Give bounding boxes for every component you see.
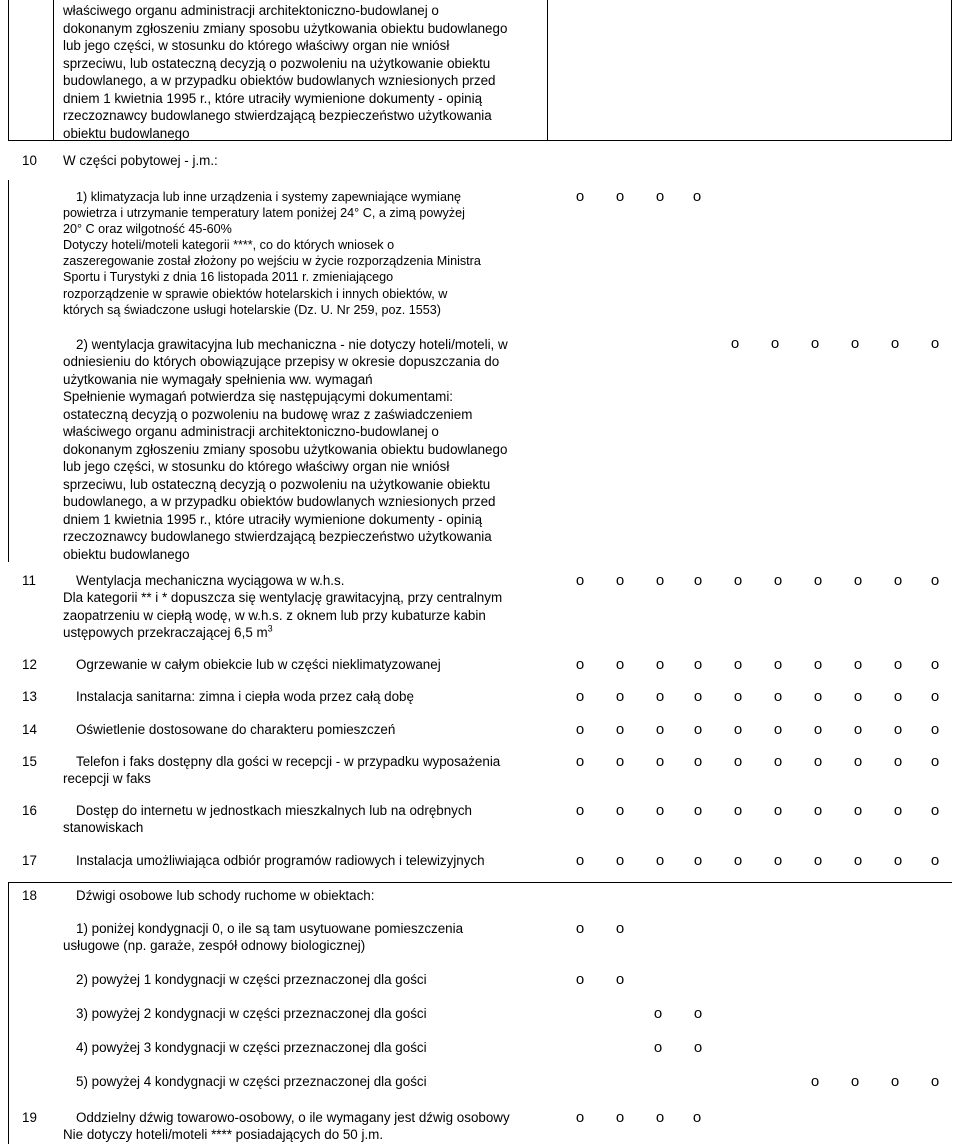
mark: o [575, 656, 585, 673]
mark: o [930, 852, 940, 869]
mark: o [655, 188, 665, 205]
mark: o [655, 688, 665, 705]
mark: o [615, 802, 625, 819]
mark: o [655, 656, 665, 673]
mark: o [615, 971, 625, 988]
sub1-line: rozporządzenie w sprawie obiektów hotelarskich i innych obiektów, w [63, 287, 448, 301]
mark: o [773, 572, 783, 589]
mark: o [575, 721, 585, 738]
row11-line-last [63, 624, 273, 641]
mark: o [655, 1109, 665, 1126]
mark: o [810, 335, 820, 352]
mark: o [655, 753, 665, 770]
sub1-line: Sportu i Turystyki z dnia 16 listopada 2011 r. zmieniającego [63, 270, 394, 284]
row-text: Oświetlenie dostosowane do charakteru pomieszczeń [76, 722, 396, 737]
row-number: 13 [22, 689, 37, 704]
mark: o [850, 1073, 860, 1090]
mark: o [773, 688, 783, 705]
row18-sub5: 5) powyżej 4 kondygnacji w części przeznaczonej dla gości [76, 1074, 427, 1089]
mark: o [930, 802, 940, 819]
mark: o [733, 721, 743, 738]
mark: o [575, 920, 585, 937]
mark: o [655, 852, 665, 869]
row11-line: Wentylacja mechaniczna wyciągowa w w.h.s. [76, 573, 345, 588]
left-border-mid [8, 180, 9, 562]
top-block-line: właściwego organu administracji architektoniczno-budowlanej o [63, 3, 439, 18]
mark: o [575, 971, 585, 988]
mark: o [853, 656, 863, 673]
mark: o [653, 1039, 663, 1056]
row16-line: Dostęp do internetu w jednostkach mieszkalnych lub na odrębnych [76, 803, 472, 818]
mark: o [773, 753, 783, 770]
mark: o [930, 572, 940, 589]
top-block-line: obiektu budowlanego [63, 126, 190, 141]
mark: o [692, 1109, 702, 1126]
row11-line: Dla kategorii ** i * dopuszcza się wentylację grawitacyjną, przy centralnym [63, 590, 503, 605]
mark: o [575, 572, 585, 589]
right-border-top [951, 0, 952, 140]
mark: o [575, 852, 585, 869]
sub2-line: Spełnienie wymagań potwierdza się następującymi dokumentami: [63, 389, 454, 404]
mark: o [893, 721, 903, 738]
mark: o [893, 802, 903, 819]
left-border-bottom [8, 882, 9, 1144]
mark: o [890, 335, 900, 352]
mark: o [733, 656, 743, 673]
sub2-line: odniesieniu do których obowiązujące przepisy w okresie dopuszczania do [63, 354, 500, 369]
mark: o [813, 688, 823, 705]
mark: o [853, 802, 863, 819]
row-number: 17 [22, 853, 37, 868]
top-block-line: sprzeciwu, lub ostateczną decyzją o pozwoleniu na użytkowanie obiektu [63, 56, 491, 71]
top-block-line: dniem 1 kwietnia 1995 r., które utraciły wymienione dokumenty - opinią [63, 91, 483, 106]
mark: o [693, 656, 703, 673]
mark: o [693, 852, 703, 869]
mark: o [890, 1073, 900, 1090]
row19-line: Oddzielny dźwig towarowo-osobowy, o ile wymagany jest dźwig osobowy [76, 1110, 510, 1125]
mark: o [930, 656, 940, 673]
mark: o [893, 656, 903, 673]
row18-sub1-line: 1) poniżej kondygnacji 0, o ile są tam usytuowane pomieszczenia [76, 921, 464, 936]
mark: o [773, 656, 783, 673]
mark: o [893, 852, 903, 869]
top-block-line: budowlanego, a w przypadku obiektów budowlanych wzniesionych przed [63, 73, 496, 88]
mark: o [733, 688, 743, 705]
row-number: 18 [22, 888, 37, 903]
mark: o [655, 721, 665, 738]
mark: o [615, 753, 625, 770]
mark: o [615, 688, 625, 705]
row-text: Instalacja umożliwiająca odbiór programów radiowych i telewizyjnych [76, 853, 485, 868]
sub2-line: rzeczoznawcy budowlanego stwierdzającą bezpieczeństwo użytkowania [63, 529, 492, 544]
mark: o [930, 721, 940, 738]
mark: o [930, 688, 940, 705]
mark: o [615, 1109, 625, 1126]
mark: o [693, 1005, 703, 1022]
mark: o [692, 188, 702, 205]
mark: o [853, 721, 863, 738]
mark: o [773, 852, 783, 869]
row-number: 14 [22, 722, 37, 737]
mark: o [733, 802, 743, 819]
sub2-line: dniem 1 kwietnia 1995 r., które utraciły wymienione dokumenty - opinią [63, 512, 483, 527]
row11-line: ustępowych przekraczającej 6,5 m [63, 625, 268, 640]
mark: o [733, 572, 743, 589]
row-title: W części pobytowej - j.m.: [63, 153, 218, 168]
mark: o [693, 1039, 703, 1056]
row-number: 16 [22, 803, 37, 818]
mark: o [930, 1073, 940, 1090]
mark: o [615, 852, 625, 869]
mark: o [653, 1005, 663, 1022]
mark: o [893, 753, 903, 770]
top-block-line: dokonanym zgłoszeniu zmiany sposobu użytkowania obiektu budowlanego [63, 21, 508, 36]
mark: o [853, 572, 863, 589]
mark: o [693, 753, 703, 770]
row18-sub3: 3) powyżej 2 kondygnacji w części przeznaczonej dla gości [76, 1006, 427, 1021]
superscript: 3 [267, 623, 273, 634]
mark: o [813, 852, 823, 869]
mark: o [575, 188, 585, 205]
mark: o [853, 852, 863, 869]
sub2-line: budowlanego, a w przypadku obiektów budowlanych wzniesionych przed [63, 494, 496, 509]
mark: o [615, 188, 625, 205]
mark: o [615, 656, 625, 673]
mark: o [730, 335, 740, 352]
mark: o [773, 721, 783, 738]
row-title: Dźwigi osobowe lub schody ruchome w obiektach: [76, 888, 375, 903]
row-number: 19 [22, 1110, 37, 1125]
sub1-line: Dotyczy hoteli/moteli kategorii ****, co do których wniosek o [63, 238, 395, 252]
row-text: Ogrzewanie w całym obiekcie lub w części nieklimatyzowanej [76, 657, 441, 672]
sub1-line: zaszeregowanie został złożony po wejściu w życie rozporządzenia Ministra [63, 254, 481, 268]
mark: o [853, 688, 863, 705]
mark: o [693, 688, 703, 705]
row-number: 12 [22, 657, 37, 672]
divider-top-right [547, 0, 548, 140]
mark: o [733, 753, 743, 770]
mark: o [930, 753, 940, 770]
row18-sub1-line: usługowe (np. garaże, zespół odnowy biologicznej) [63, 938, 366, 953]
mark: o [693, 572, 703, 589]
mark: o [813, 753, 823, 770]
mark: o [773, 802, 783, 819]
row19-line: Nie dotyczy hoteli/moteli **** posiadających do 50 j.m. [63, 1127, 384, 1142]
sub2-line: 2) wentylacja grawitacyjna lub mechaniczna - nie dotyczy hoteli/moteli, w [76, 337, 508, 352]
row16-line: stanowiskach [63, 820, 144, 835]
row15-line: recepcji w faks [63, 771, 151, 786]
mark: o [813, 721, 823, 738]
mark: o [930, 335, 940, 352]
row11-line: zaopatrzeniu w ciepłą wodę, w w.h.s. z oknem lub przy kubaturze kabin [63, 608, 486, 623]
sub2-line: ostateczną decyzją o pozwoleniu na budowę wraz z zaświadczeniem [63, 407, 473, 422]
mark: o [615, 920, 625, 937]
row18-sub2: 2) powyżej 1 kondygnacji w części przeznaczonej dla gości [76, 972, 427, 987]
sub2-line: sprzeciwu, lub ostateczną decyzją o pozwoleniu na użytkowanie obiektu [63, 477, 491, 492]
mark: o [733, 852, 743, 869]
top-block-line: lub jego części, w stosunku do którego właściwy organ nie wniósł [63, 38, 450, 53]
divider-top [53, 0, 54, 140]
mark: o [575, 753, 585, 770]
sub2-line: dokonanym zgłoszeniu zmiany sposobu użytkowania obiektu budowlanego [63, 442, 508, 457]
row15-line: Telefon i faks dostępny dla gości w recepcji - w przypadku wyposażenia [76, 754, 501, 769]
sub1-line: 1) klimatyzacja lub inne urządzenia i systemy zapewniające wymianę [76, 190, 461, 204]
row-number: 10 [22, 153, 37, 168]
mark: o [853, 753, 863, 770]
row18-sub4: 4) powyżej 3 kondygnacji w części przeznaczonej dla gości [76, 1040, 427, 1055]
mark: o [615, 572, 625, 589]
sub1-line: 20° C oraz wilgotność 45-60% [63, 222, 232, 236]
mark: o [693, 802, 703, 819]
mark: o [615, 721, 625, 738]
mark: o [693, 721, 703, 738]
top-block-line: rzeczoznawcy budowlanego stwierdzającą bezpieczeństwo użytkowania [63, 108, 492, 123]
mark: o [655, 802, 665, 819]
mark: o [893, 688, 903, 705]
mark: o [850, 335, 860, 352]
sub2-line: właściwego organu administracji architektoniczno-budowlanej o [63, 424, 439, 439]
sub2-line: użytkowania nie wymagały spełnienia ww. wymagań [63, 372, 373, 387]
mark: o [575, 1109, 585, 1126]
sub2-line: lub jego części, w stosunku do którego właściwy organ nie wniósł [63, 459, 450, 474]
rule-18 [8, 882, 952, 883]
mark: o [810, 1073, 820, 1090]
sub1-line: których są świadczone usługi hotelarskie (Dz. U. Nr 259, poz. 1553) [63, 303, 441, 317]
left-border-top [8, 0, 9, 140]
mark: o [813, 572, 823, 589]
mark: o [770, 335, 780, 352]
mark: o [813, 802, 823, 819]
mark: o [575, 802, 585, 819]
mark: o [655, 572, 665, 589]
row-text: Instalacja sanitarna: zimna i ciepła woda przez całą dobę [76, 689, 414, 704]
sub2-line: obiektu budowlanego [63, 547, 190, 562]
sub1-line: powietrza i utrzymanie temperatury latem poniżej 24° C, a zimą powyżej [63, 206, 465, 220]
row-number: 11 [22, 573, 36, 588]
row-number: 15 [22, 754, 37, 769]
mark: o [813, 656, 823, 673]
mark: o [575, 688, 585, 705]
mark: o [893, 572, 903, 589]
